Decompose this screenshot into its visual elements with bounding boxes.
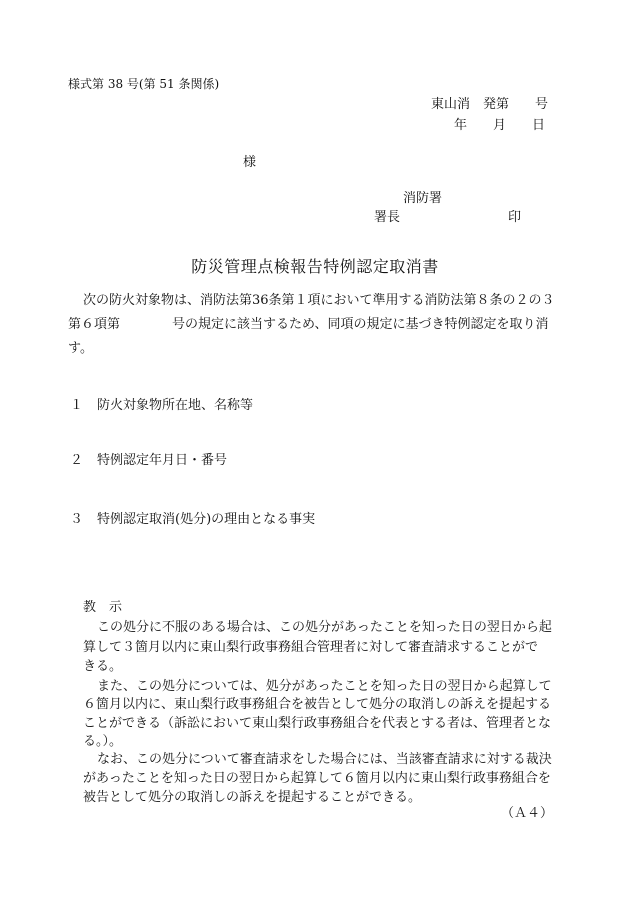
body-line: 次の防火対象物は、消防法第36条第１項において準用する消防法第８条の２の３ [83, 293, 555, 308]
notice-heading: 教 示 [83, 600, 123, 615]
issue-date: 年 月 日 [453, 118, 545, 133]
notice-line: なお、この処分について審査請求をした場合には、当該審査請求に対する裁決 [97, 752, 552, 767]
notice-line: 算して３箇月以内に東山梨行政事務組合管理者に対して審査請求することがで [83, 640, 539, 655]
item-label: 特例認定年月日・番号 [97, 453, 228, 468]
body-line: す。 [68, 341, 93, 356]
item-number: ３ [70, 512, 84, 527]
item-number: ２ [70, 453, 84, 468]
issuer-chief: 署長 [374, 210, 401, 225]
document-number: 東山消 発第 号 [430, 97, 548, 112]
document-title: 防災管理点検報告特例認定取消書 [191, 257, 439, 276]
item-number: １ [70, 398, 84, 413]
notice-line: る。）。 [83, 734, 123, 749]
paper-size-label: （Ａ４） [500, 806, 553, 821]
notice-line: があったことを知った日の翌日から起算して６箇月以内に東山梨行政事務組合を [83, 771, 551, 786]
issuer-office: 消防署 [403, 191, 443, 206]
body-line: 第６項第 号の規定に該当するため、同項の規定に基づき特例認定を取り消 [68, 317, 549, 332]
notice-line: きる。 [83, 659, 123, 674]
item-label: 特例認定取消(処分)の理由となる事実 [97, 512, 316, 527]
form-number: 様式第 38 号(第 51 条関係) [68, 77, 220, 91]
notice-line: この処分に不服のある場合は、この処分があったことを知った日の翌日から起 [97, 620, 552, 635]
notice-line: また、この処分については、処分があったことを知った日の翌日から起算して [97, 679, 552, 694]
seal-mark: 印 [508, 210, 522, 225]
notice-line: ことができる（訴訟において東山梨行政事務組合を代表とする者は、管理者とな [83, 716, 552, 731]
notice-line: 被告として処分の取消しの訴えを提起することができる。 [83, 790, 422, 805]
notice-line: ６箇月以内に、東山梨行政事務組合を被告として処分の取消しの訴えを提起する [83, 697, 552, 712]
item-label: 防火対象物所在地、名称等 [97, 398, 254, 413]
addressee-suffix: 様 [243, 155, 257, 170]
